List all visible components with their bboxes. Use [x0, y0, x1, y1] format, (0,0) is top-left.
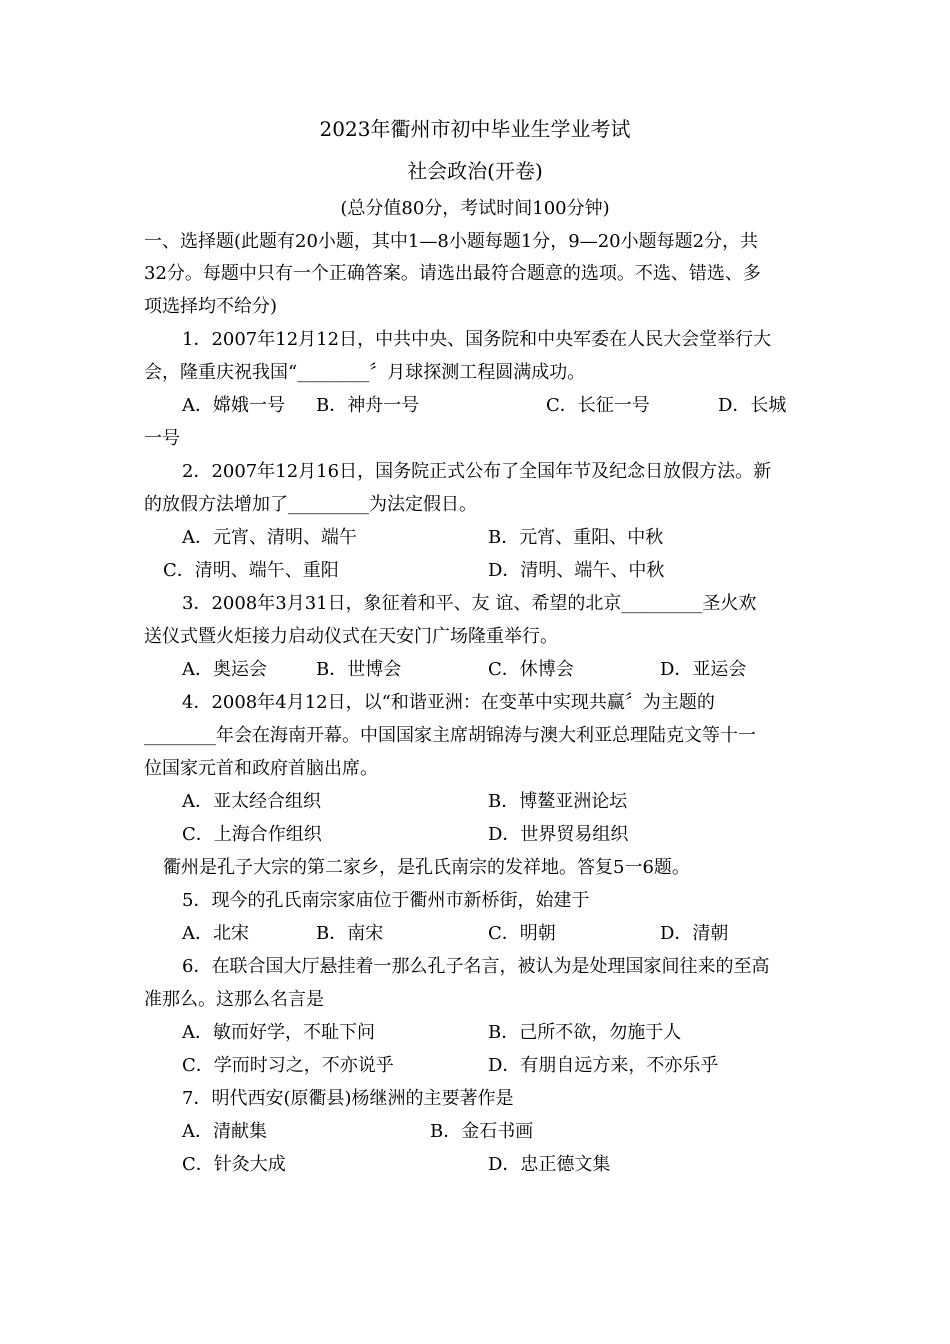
q4-stem-line-1: 4．2008年4月12日，以“和谐亚洲：在变革中实现共赢〞为主题的: [182, 692, 715, 713]
section-instructions-line-3: 项选择均不给分): [144, 296, 278, 317]
q2-option-c: C．清明、端午、重阳: [163, 560, 339, 581]
q3-option-d: D．亚运会: [660, 659, 747, 680]
q6-stem-line-2: 准那么。这那么名言是: [144, 989, 324, 1010]
q2-option-b: B．元宵、重阳、中秋: [488, 527, 664, 548]
q1-option-a: A．嫦娥一号: [182, 395, 285, 416]
q7-stem-line-1: 7．明代西安(原衢县)杨继洲的主要著作是: [182, 1088, 514, 1109]
q1-option-d-wrap: 一号: [144, 428, 180, 449]
q6-option-c: C．学而时习之，不亦说乎: [182, 1055, 394, 1076]
q5-stem-line-1: 5．现今的孔氏南宗家庙位于衢州市新桥街，始建于: [182, 890, 590, 911]
q3-option-a: A．奥运会: [182, 659, 267, 680]
section-instructions-line-1: 一、选择题(此题有20小题，其中1—8小题每题1分，9—20小题每题2分，共: [144, 231, 759, 252]
q2-option-d: D．清明、端午、中秋: [488, 560, 665, 581]
q5-option-b: B．南宋: [316, 923, 384, 944]
q4-option-d: D．世界贸易组织: [488, 824, 629, 845]
q5-option-a: A．北宋: [182, 923, 249, 944]
q4-option-a: A．亚太经合组织: [182, 791, 321, 812]
q1-option-d: D．长城: [718, 395, 787, 416]
q1-option-b: B．神舟一号: [316, 395, 420, 416]
q7-option-d: D．忠正德文集: [488, 1154, 611, 1175]
q3-stem-line-1: 3．2008年3月31日，象征着和平、友 谊、希望的北京_________圣火欢: [182, 593, 757, 614]
exam-title: 2023年衢州市初中毕业生学业考试: [319, 117, 631, 141]
q6-option-b: B．己所不欲，勿施于人: [488, 1022, 682, 1043]
q7-option-a: A．清献集: [182, 1121, 267, 1142]
exam-meta: (总分值80分，考试时间100分钟): [340, 198, 610, 219]
q7-option-c: C．针灸大成: [182, 1154, 286, 1175]
section-instructions-line-2: 32分。每题中只有一个正确答案。请选出最符合题意的选项。不选、错选、多: [144, 263, 761, 284]
q4-option-b: B．博鳌亚洲论坛: [488, 791, 628, 812]
q3-stem-line-2: 送仪式暨火炬接力启动仪式在天安门广场隆重举行。: [144, 626, 558, 647]
q1-option-c: C．长征一号: [546, 395, 650, 416]
q4-stem-line-2: ________年会在海南开幕。中国国家主席胡锦涛与澳大利亚总理陆克文等十一: [144, 725, 756, 746]
q3-option-c: C．休博会: [488, 659, 574, 680]
q6-stem-line-1: 6．在联合国大厅悬挂着一那么孔子名言，被认为是处理国家间往来的至高: [182, 956, 770, 977]
q6-option-a: A．敏而好学，不耻下问: [182, 1022, 375, 1043]
q1-stem-line-1: 1．2007年12月12日，中共中央、国务院和中央军委在人民大会堂举行大: [182, 329, 772, 350]
exam-subject: 社会政治(开卷): [407, 159, 543, 183]
passage-intro: 衢州是孔子大宗的第二家乡，是孔氏南宗的发祥地。答复5一6题。: [163, 857, 690, 878]
q5-option-c: C．明朝: [488, 923, 556, 944]
q1-stem-line-2: 会，隆重庆祝我国“________〞月球探测工程圆满成功。: [144, 362, 586, 383]
q5-option-d: D．清朝: [660, 923, 729, 944]
q4-stem-line-3: 位国家元首和政府首脑出席。: [144, 758, 378, 779]
q2-option-a: A．元宵、清明、端午: [182, 527, 357, 548]
q6-option-d: D．有朋自远方来，不亦乐乎: [488, 1055, 719, 1076]
q2-stem-line-2: 的放假方法增加了_________为法定假日。: [144, 494, 477, 515]
q4-option-c: C．上海合作组织: [182, 824, 322, 845]
q3-option-b: B．世博会: [316, 659, 402, 680]
q7-option-b: B．金石书画: [430, 1121, 534, 1142]
q2-stem-line-1: 2．2007年12月16日，国务院正式公布了全国年节及纪念日放假方法。新: [182, 461, 772, 482]
